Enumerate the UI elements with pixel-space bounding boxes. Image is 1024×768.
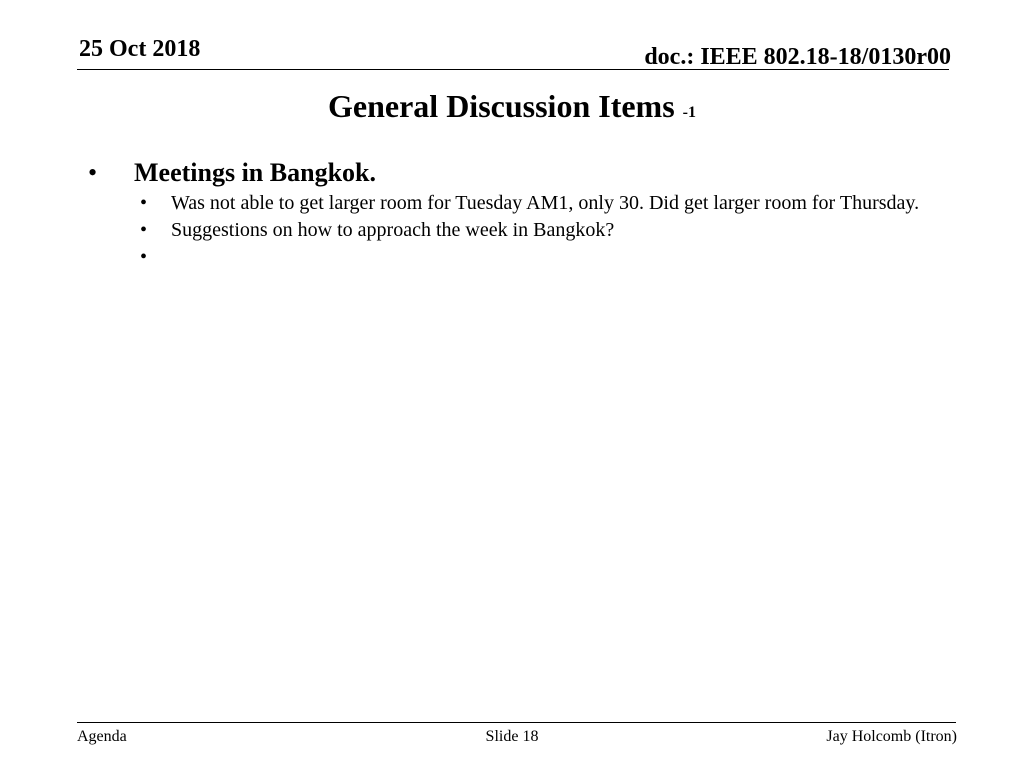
slide-title	[0, 88, 1024, 125]
sub-bullet-item	[140, 190, 950, 217]
document-id: doc.: IEEE 802.18-18/0130r00	[644, 44, 951, 70]
sub-bullet-list	[140, 190, 950, 271]
bullet-glyph: •	[88, 158, 98, 187]
sub-bullet-text	[171, 244, 950, 271]
slide-number: Slide 18	[485, 728, 539, 745]
sub-bullet-text: Suggestions on how to approach the week in Bangkok?	[171, 219, 615, 241]
footer-author: Jay Holcomb (Itron)	[826, 728, 957, 745]
header-date: 25 Oct 2018	[79, 36, 201, 62]
bullet-glyph: •	[140, 192, 148, 214]
footer-divider	[77, 722, 956, 723]
bullet-text: Meetings in Bangkok.	[134, 158, 376, 187]
slide-title-suffix: -1	[682, 104, 696, 121]
footer-section-label: Agenda	[77, 728, 127, 745]
slide-title-text: General Discussion Items	[328, 88, 675, 124]
bullet-glyph: •	[140, 246, 148, 268]
sub-bullet-text: Was not able to get larger room for Tuesday AM1, only 30. Did get larger room for Thursday.	[171, 192, 920, 214]
sub-bullet-item	[140, 217, 950, 244]
bullet-glyph: •	[140, 219, 148, 241]
header-divider	[77, 69, 949, 70]
sub-bullet-item	[140, 244, 950, 271]
